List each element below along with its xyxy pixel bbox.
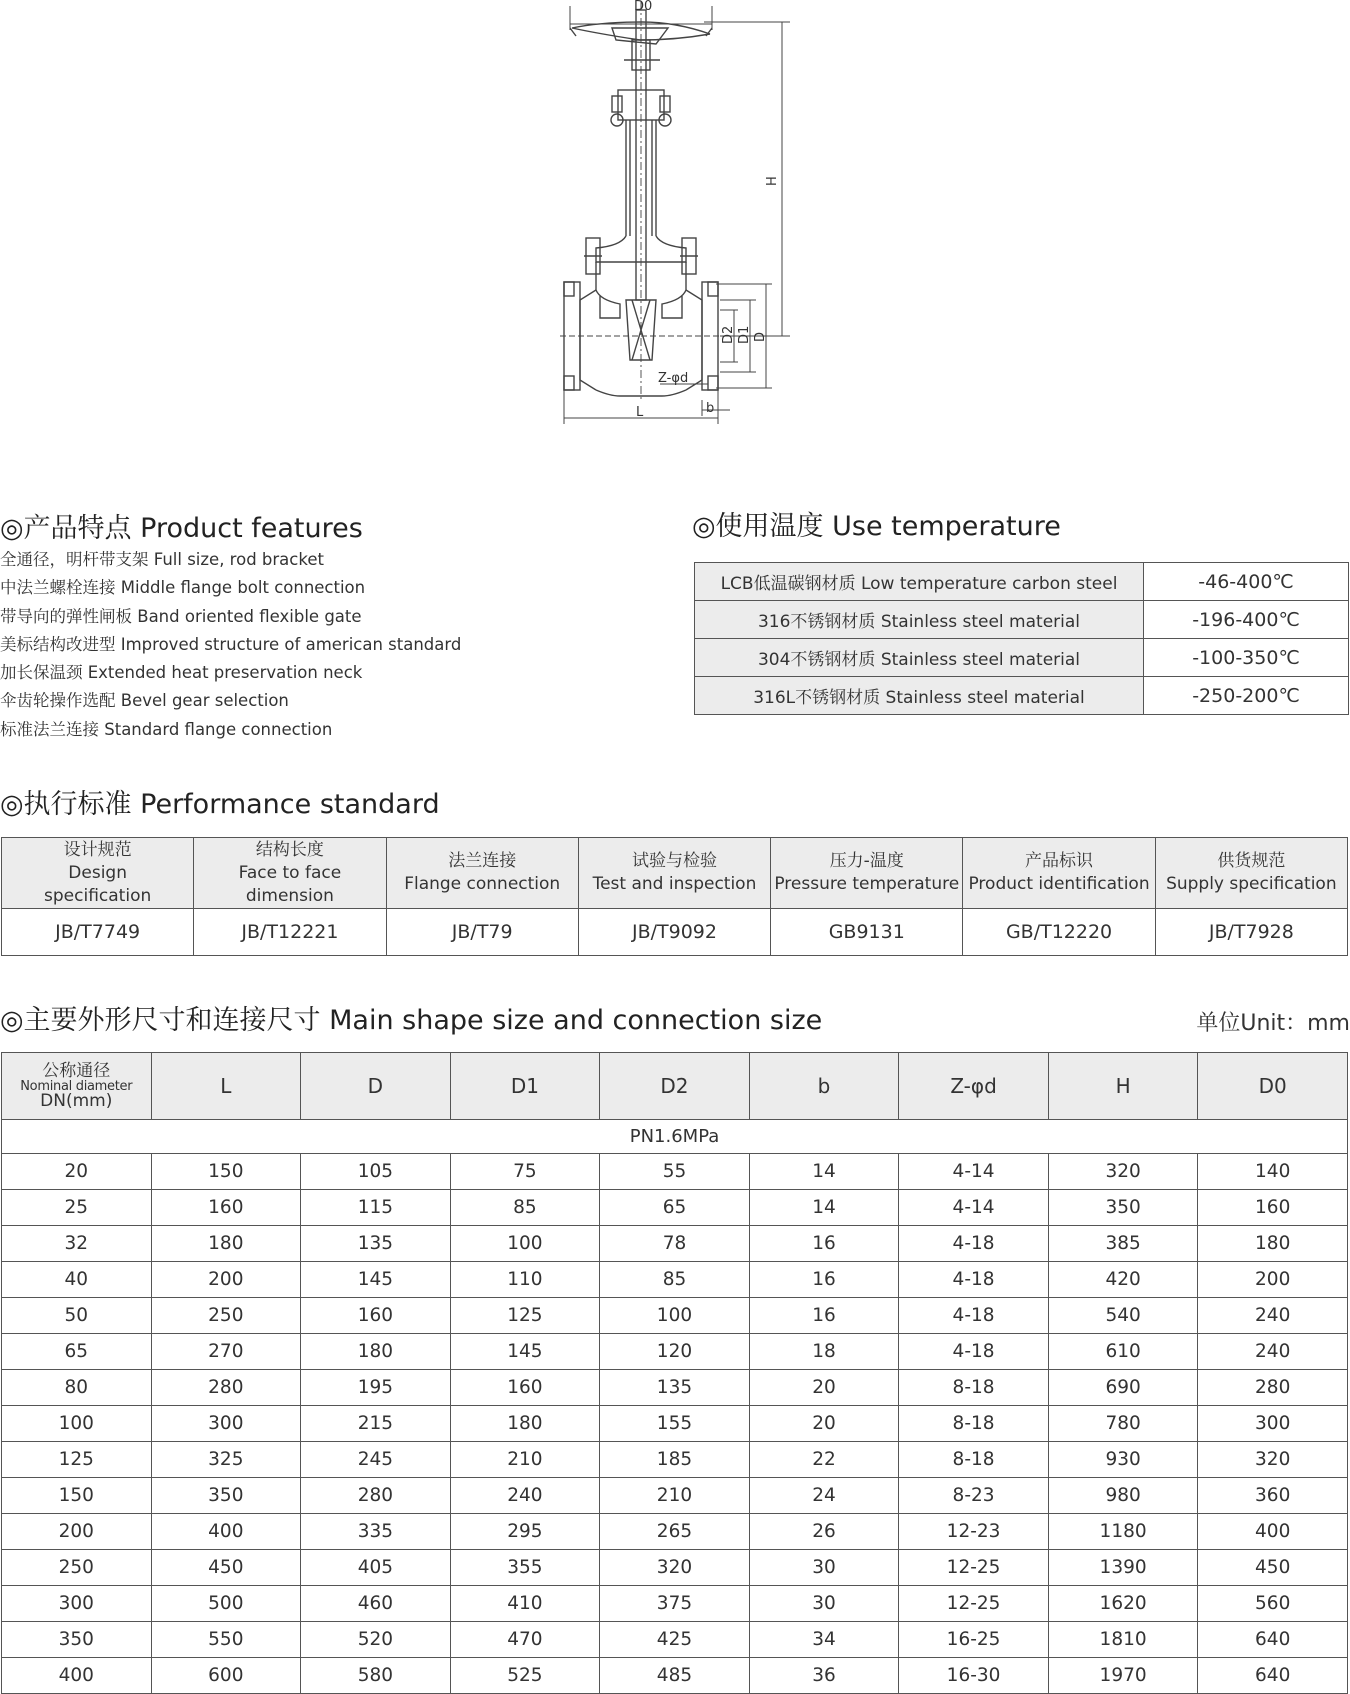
table-cell: 16 [749,1226,899,1262]
table-cell: 55 [600,1154,750,1190]
performance-value: GB9131 [771,909,963,956]
table-cell: 160 [151,1190,301,1226]
table-cell: 110 [450,1262,600,1298]
table-cell: 16-30 [899,1658,1049,1694]
table-cell: 12-23 [899,1514,1049,1550]
table-row [2,1658,1348,1694]
table-row [695,677,1349,715]
temperature-range: -196-400℃ [1144,601,1349,639]
table-row [2,1226,1348,1262]
table-cell: 280 [151,1370,301,1406]
temperature-range: -250-200℃ [1144,677,1349,715]
table-cell: 155 [600,1406,750,1442]
table-cell: 1390 [1048,1550,1198,1586]
table-cell: 80 [2,1370,152,1406]
table-cell: 400 [2,1658,152,1694]
table-cell: 450 [151,1550,301,1586]
performance-value: JB/T7928 [1155,909,1347,956]
temperature-range: -100-350℃ [1144,639,1349,677]
table-cell: 980 [1048,1478,1198,1514]
table-cell: 26 [749,1514,899,1550]
performance-header: 法兰连接 Flange connection [386,838,578,909]
table-cell: 140 [1198,1154,1348,1190]
table-cell: 320 [600,1550,750,1586]
features-heading: ◎产品特点 Product features [0,513,363,544]
table-cell: 115 [301,1190,451,1226]
table-cell: 4-18 [899,1334,1049,1370]
table-cell: 16 [749,1298,899,1334]
table-cell: 4-18 [899,1262,1049,1298]
table-cell: 470 [450,1622,600,1658]
table-row [2,1334,1348,1370]
label-z: Z-φd [658,371,689,386]
table-cell: 4-14 [899,1154,1049,1190]
table-cell: 300 [2,1586,152,1622]
table-cell: 600 [151,1658,301,1694]
performance-value: JB/T7749 [2,909,194,956]
performance-header: 试验与检验 Test and inspection [578,838,770,909]
table-cell: 250 [151,1298,301,1334]
label-b: b [706,401,715,416]
table-cell: 24 [749,1478,899,1514]
temperature-range: -46-400℃ [1144,563,1349,601]
table-row [695,639,1349,677]
table-cell: 180 [1198,1226,1348,1262]
table-cell: 135 [301,1226,451,1262]
table-row [2,1262,1348,1298]
temperature-heading: ◎使用温度 Use temperature [692,511,1061,542]
table-cell: 335 [301,1514,451,1550]
table-cell: 16-25 [899,1622,1049,1658]
table-cell: 160 [450,1370,600,1406]
table-cell: 4-18 [899,1298,1049,1334]
performance-heading: ◎执行标准 Performance standard [0,789,440,820]
table-cell: 200 [151,1262,301,1298]
table-cell: 320 [1048,1154,1198,1190]
table-row [695,601,1349,639]
table-cell: 610 [1048,1334,1198,1370]
table-cell: 500 [151,1586,301,1622]
table-row [2,1478,1348,1514]
table-cell: 1620 [1048,1586,1198,1622]
table-cell: 350 [151,1478,301,1514]
performance-table [1,837,1348,956]
table-cell: 270 [151,1334,301,1370]
table-cell: 460 [301,1586,451,1622]
table-row [2,1298,1348,1334]
table-row [2,1442,1348,1478]
table-row [2,1550,1348,1586]
table-cell: 245 [301,1442,451,1478]
table-cell: 400 [151,1514,301,1550]
table-cell: 180 [450,1406,600,1442]
table-cell: 250 [2,1550,152,1586]
table-cell: 8-23 [899,1478,1049,1514]
table-row [2,1370,1348,1406]
table-cell: 240 [450,1478,600,1514]
table-cell: 410 [450,1586,600,1622]
performance-value: JB/T12221 [194,909,386,956]
column-header-h: H [1048,1053,1198,1120]
table-cell: 560 [1198,1586,1348,1622]
table-cell: 930 [1048,1442,1198,1478]
temperature-material: 316不锈钢材质 Stainless steel material [695,601,1144,639]
feature-item: 伞齿轮操作选配 Bevel gear selection [0,691,289,711]
table-cell: 1810 [1048,1622,1198,1658]
table-header-row [2,1053,1348,1120]
table-cell: 185 [600,1442,750,1478]
table-row [2,1190,1348,1226]
table-cell: 40 [2,1262,152,1298]
feature-item: 美标结构改进型 Improved structure of american standard [0,634,462,654]
table-cell: 195 [301,1370,451,1406]
dimensions-table [1,1052,1348,1694]
table-cell: 30 [749,1550,899,1586]
table-cell: 540 [1048,1298,1198,1334]
table-cell: 1180 [1048,1514,1198,1550]
table-cell: 640 [1198,1622,1348,1658]
performance-header: 供货规范 Supply specification [1155,838,1347,909]
table-cell: 160 [1198,1190,1348,1226]
column-header-d1: D1 [450,1053,600,1120]
temperature-material: LCB低温碳钢材质 Low temperature carbon steel [695,563,1144,601]
table-cell: 300 [151,1406,301,1442]
table-cell: 50 [2,1298,152,1334]
table-header-row [2,838,1348,909]
label-d1: D1 [737,325,752,344]
table-cell: 125 [2,1442,152,1478]
table-cell: 295 [450,1514,600,1550]
performance-value: JB/T9092 [578,909,770,956]
table-cell: 135 [600,1370,750,1406]
features-list [0,546,461,744]
table-row [2,1514,1348,1550]
table-cell: 520 [301,1622,451,1658]
table-cell: 240 [1198,1298,1348,1334]
table-cell: 14 [749,1154,899,1190]
table-cell: 120 [600,1334,750,1370]
table-cell: 1970 [1048,1658,1198,1694]
column-header-b: b [749,1053,899,1120]
performance-header: 压力-温度 Pressure temperature [771,838,963,909]
table-cell: 210 [450,1442,600,1478]
table-cell: 450 [1198,1550,1348,1586]
table-row [2,909,1348,956]
pressure-label: PN1.6MPa [2,1120,1348,1154]
table-cell: 485 [600,1658,750,1694]
table-cell: 400 [1198,1514,1348,1550]
table-cell: 16 [749,1262,899,1298]
table-row [695,563,1349,601]
label-d0: D0 [634,0,653,14]
table-cell: 425 [600,1622,750,1658]
pressure-row [2,1120,1348,1154]
table-cell: 180 [301,1334,451,1370]
dimensions-heading: ◎主要外形尺寸和连接尺寸 Main shape size and connection size [0,1005,823,1036]
performance-value: JB/T79 [386,909,578,956]
table-cell: 240 [1198,1334,1348,1370]
table-cell: 145 [450,1334,600,1370]
temperature-table [694,562,1349,715]
table-cell: 375 [600,1586,750,1622]
table-cell: 105 [301,1154,451,1190]
table-cell: 325 [151,1442,301,1478]
table-row [2,1154,1348,1190]
table-cell: 100 [2,1406,152,1442]
table-cell: 8-18 [899,1370,1049,1406]
feature-item: 加长保温颈 Extended heat preservation neck [0,663,363,683]
table-cell: 20 [749,1370,899,1406]
table-cell: 85 [600,1262,750,1298]
feature-item: 带导向的弹性闸板 Band oriented flexible gate [0,606,362,626]
table-cell: 25 [2,1190,152,1226]
table-cell: 160 [301,1298,451,1334]
table-cell: 100 [600,1298,750,1334]
feature-item: 全通径，明杆带支架 Full size, rod bracket [0,550,324,569]
table-row [2,1586,1348,1622]
table-cell: 145 [301,1262,451,1298]
temperature-material: 316L不锈钢材质 Stainless steel material [695,677,1144,715]
column-header-d0: D0 [1198,1053,1348,1120]
table-cell: 22 [749,1442,899,1478]
label-l: L [636,405,644,420]
table-cell: 8-18 [899,1406,1049,1442]
label-d2: D2 [721,325,736,344]
performance-value: GB/T12220 [963,909,1155,956]
table-cell: 30 [749,1586,899,1622]
table-cell: 150 [2,1478,152,1514]
column-header-d: D [301,1053,451,1120]
table-cell: 8-18 [899,1442,1049,1478]
table-cell: 265 [600,1514,750,1550]
feature-item: 标准法兰连接 Standard flange connection [0,719,333,739]
column-header-z: Z-φd [899,1053,1049,1120]
table-cell: 34 [749,1622,899,1658]
label-d: D [753,331,768,342]
table-cell: 210 [600,1478,750,1514]
label-h: H [765,176,780,186]
dn-header: 公称通径 Nominal diameter DN(mm) [2,1053,152,1120]
table-cell: 300 [1198,1406,1348,1442]
table-cell: 18 [749,1334,899,1370]
table-cell: 14 [749,1190,899,1226]
table-cell: 100 [450,1226,600,1262]
table-cell: 65 [600,1190,750,1226]
feature-item: 中法兰螺栓连接 Middle flange bolt connection [0,578,366,598]
table-cell: 385 [1048,1226,1198,1262]
table-cell: 75 [450,1154,600,1190]
table-cell: 65 [2,1334,152,1370]
table-cell: 360 [1198,1478,1348,1514]
unit-label: 单位Unit：mm [1196,1011,1350,1036]
table-cell: 280 [1198,1370,1348,1406]
table-row [2,1622,1348,1658]
table-cell: 85 [450,1190,600,1226]
table-cell: 4-18 [899,1226,1049,1262]
table-cell: 20 [749,1406,899,1442]
table-cell: 78 [600,1226,750,1262]
table-cell: 200 [2,1514,152,1550]
table-cell: 215 [301,1406,451,1442]
table-cell: 550 [151,1622,301,1658]
table-cell: 280 [301,1478,451,1514]
dimensions-body [2,1154,1348,1694]
table-cell: 580 [301,1658,451,1694]
table-cell: 125 [450,1298,600,1334]
table-cell: 640 [1198,1658,1348,1694]
table-cell: 4-14 [899,1190,1049,1226]
performance-header: 结构长度 Face to face dimension [194,838,386,909]
performance-header: 设计规范 Design specification [2,838,194,909]
table-cell: 12-25 [899,1586,1049,1622]
valve-drawing [550,0,810,430]
table-cell: 20 [2,1154,152,1190]
table-cell: 320 [1198,1442,1348,1478]
table-cell: 420 [1048,1262,1198,1298]
table-cell: 690 [1048,1370,1198,1406]
table-cell: 525 [450,1658,600,1694]
performance-header: 产品标识 Product identification [963,838,1155,909]
temperature-material: 304不锈钢材质 Stainless steel material [695,639,1144,677]
table-cell: 200 [1198,1262,1348,1298]
table-row [2,1406,1348,1442]
table-cell: 36 [749,1658,899,1694]
table-cell: 180 [151,1226,301,1262]
table-cell: 150 [151,1154,301,1190]
table-cell: 780 [1048,1406,1198,1442]
table-cell: 405 [301,1550,451,1586]
column-header-d2: D2 [600,1053,750,1120]
table-cell: 12-25 [899,1550,1049,1586]
table-cell: 350 [1048,1190,1198,1226]
table-cell: 350 [2,1622,152,1658]
table-cell: 32 [2,1226,152,1262]
column-header-l: L [151,1053,301,1120]
table-cell: 355 [450,1550,600,1586]
